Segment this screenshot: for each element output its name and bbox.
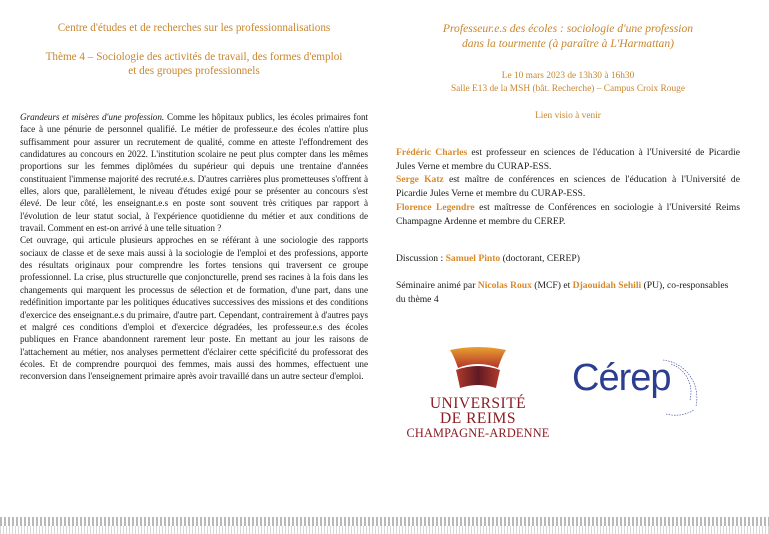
description-paragraph-1: Grandeurs et misères d'une profession. Comme les hôpitaux publics, les écoles primaires font face à une pénurie de personnel qualifié. Le métier de professeur.e des écoles n'attire plus suffisamment pour assurer un recrutement de qualité, comme en atteste l'effondrement des candidatures au concours en 2022. L'institution scolaire ne peut plus compter dans les mêmes proportions sur les femmes diplômées du supérieur qui depuis une trentaine d'années constituaient l'immense majorité des recruté.e.s. D'autres carrières plus prometteuses s'offrent à elles, alors que, parallèlement, le niveau d'études exigé pour se présenter au concours s'est élevé. De leur côté, les enseignant.e.s en poste sont souvent très critiques par rapport à l'évolution de leur statut social, à l'expérience quotidienne du métier et aux conditions de travail. Comment en est-on arrivé à une telle situation ?: [20, 112, 368, 234]
author-entry: Florence Legendre est maîtresse de Conférences en sociologie à l'Université Reims Champagne Ardenne et membre du CEREP.: [396, 201, 740, 227]
event-info: [396, 70, 740, 96]
author-entry: Frédéric Charles est professeur en sciences de l'éducation à l'Université de Picardie Jules Verne et membre du CURAP-ESS.: [396, 147, 741, 172]
description-intro: Grandeurs et misères d'une profession.: [20, 112, 165, 122]
center-title: Centre d'études et de recherches sur les professionnalisations: [57, 22, 331, 34]
urca-name-line2: DE REIMS: [440, 410, 516, 427]
footer-border-lower: [0, 526, 769, 534]
urca-name-line3: CHAMPAGNE-ARDENNE: [406, 426, 550, 440]
author-name: Serge Katz: [396, 174, 444, 186]
authors-list: [396, 146, 740, 228]
visio-link[interactable]: Lien visio à venir: [535, 111, 601, 121]
book-title: Professeur.e.s des écoles : sociologie d'une profession dans la tourmente (à paraître à L'Harmattan): [442, 22, 694, 50]
cerep-logo: [568, 352, 718, 424]
urca-emblem-icon: [398, 346, 558, 392]
discussant-name: Samuel Pinto: [445, 253, 501, 264]
host-name: Nicolas Roux: [477, 280, 532, 291]
author-entry: Serge Katz est maître de conférences en sciences de l'éducation à l'Université de Picardie Jules Verne et membre du CURAP-ESS.: [396, 174, 740, 200]
host-name: Djaouidah Sehili: [572, 280, 642, 291]
urca-name-line1: UNIVERSITÉ: [429, 395, 527, 412]
footer-border: [0, 517, 769, 526]
description-paragraph-2: Cet ouvrage, qui articule plusieurs approches en se référant à une sociologie des rapports sociaux de classe et de sexe mais aussi à la sociologie de l'emploi et des professions, apporte des résultats originaux pour comprendre les fortes tensions qui traversent ce groupe professionnel. La crise, plus structurelle que conjoncturelle, prend ses racines à la fois dans les changements qui marquent les processus de sélection et de formation, d'une part, dans une redéfinition importante par les politiques éducatives successives des missions et des conditions d'exercice des enseignant.e.s du primaire, d'autre part. Cependant, contrairement à d'autres pays et malgré ces conditions d'emploi et d'exercice dégradées, les professeur.e.s des écoles publiques en France abandonnent rarement leur poste. En mettant au jour les raisons de l'attachement au métier, nos analyses permettent d'éclairer cette spécificité du professorat des écoles. Et de comprendre pourquoi des femmes, mais aussi des hommes, effectuent une reconversion dans l'enseignement primaire après avoir travaillé dans un autre secteur d'emploi.: [20, 235, 368, 382]
author-name: Frédéric Charles: [396, 147, 468, 158]
theme-title: Thème 4 – Sociologie des activités de travail, des formes d'emploi et des groupes professionnels: [45, 51, 343, 77]
author-name: Florence Legendre: [396, 201, 475, 213]
event-date: Le 10 mars 2023 de 13h30 à 16h30: [501, 71, 635, 81]
seminar-hosts: Séminaire animé par Nicolas Roux (MCF) et Djaouidah Sehili (PU), co-responsables du thème 4: [396, 280, 729, 305]
cerep-wordmark: Cérep: [572, 357, 671, 399]
book-description: [20, 111, 368, 383]
urca-logo: [398, 346, 558, 442]
event-location: Salle E13 de la MSH (bât. Recherche) – Campus Croix Rouge: [450, 84, 686, 94]
discussion: Discussion : Samuel Pinto (doctorant, CEREP): [396, 253, 580, 264]
